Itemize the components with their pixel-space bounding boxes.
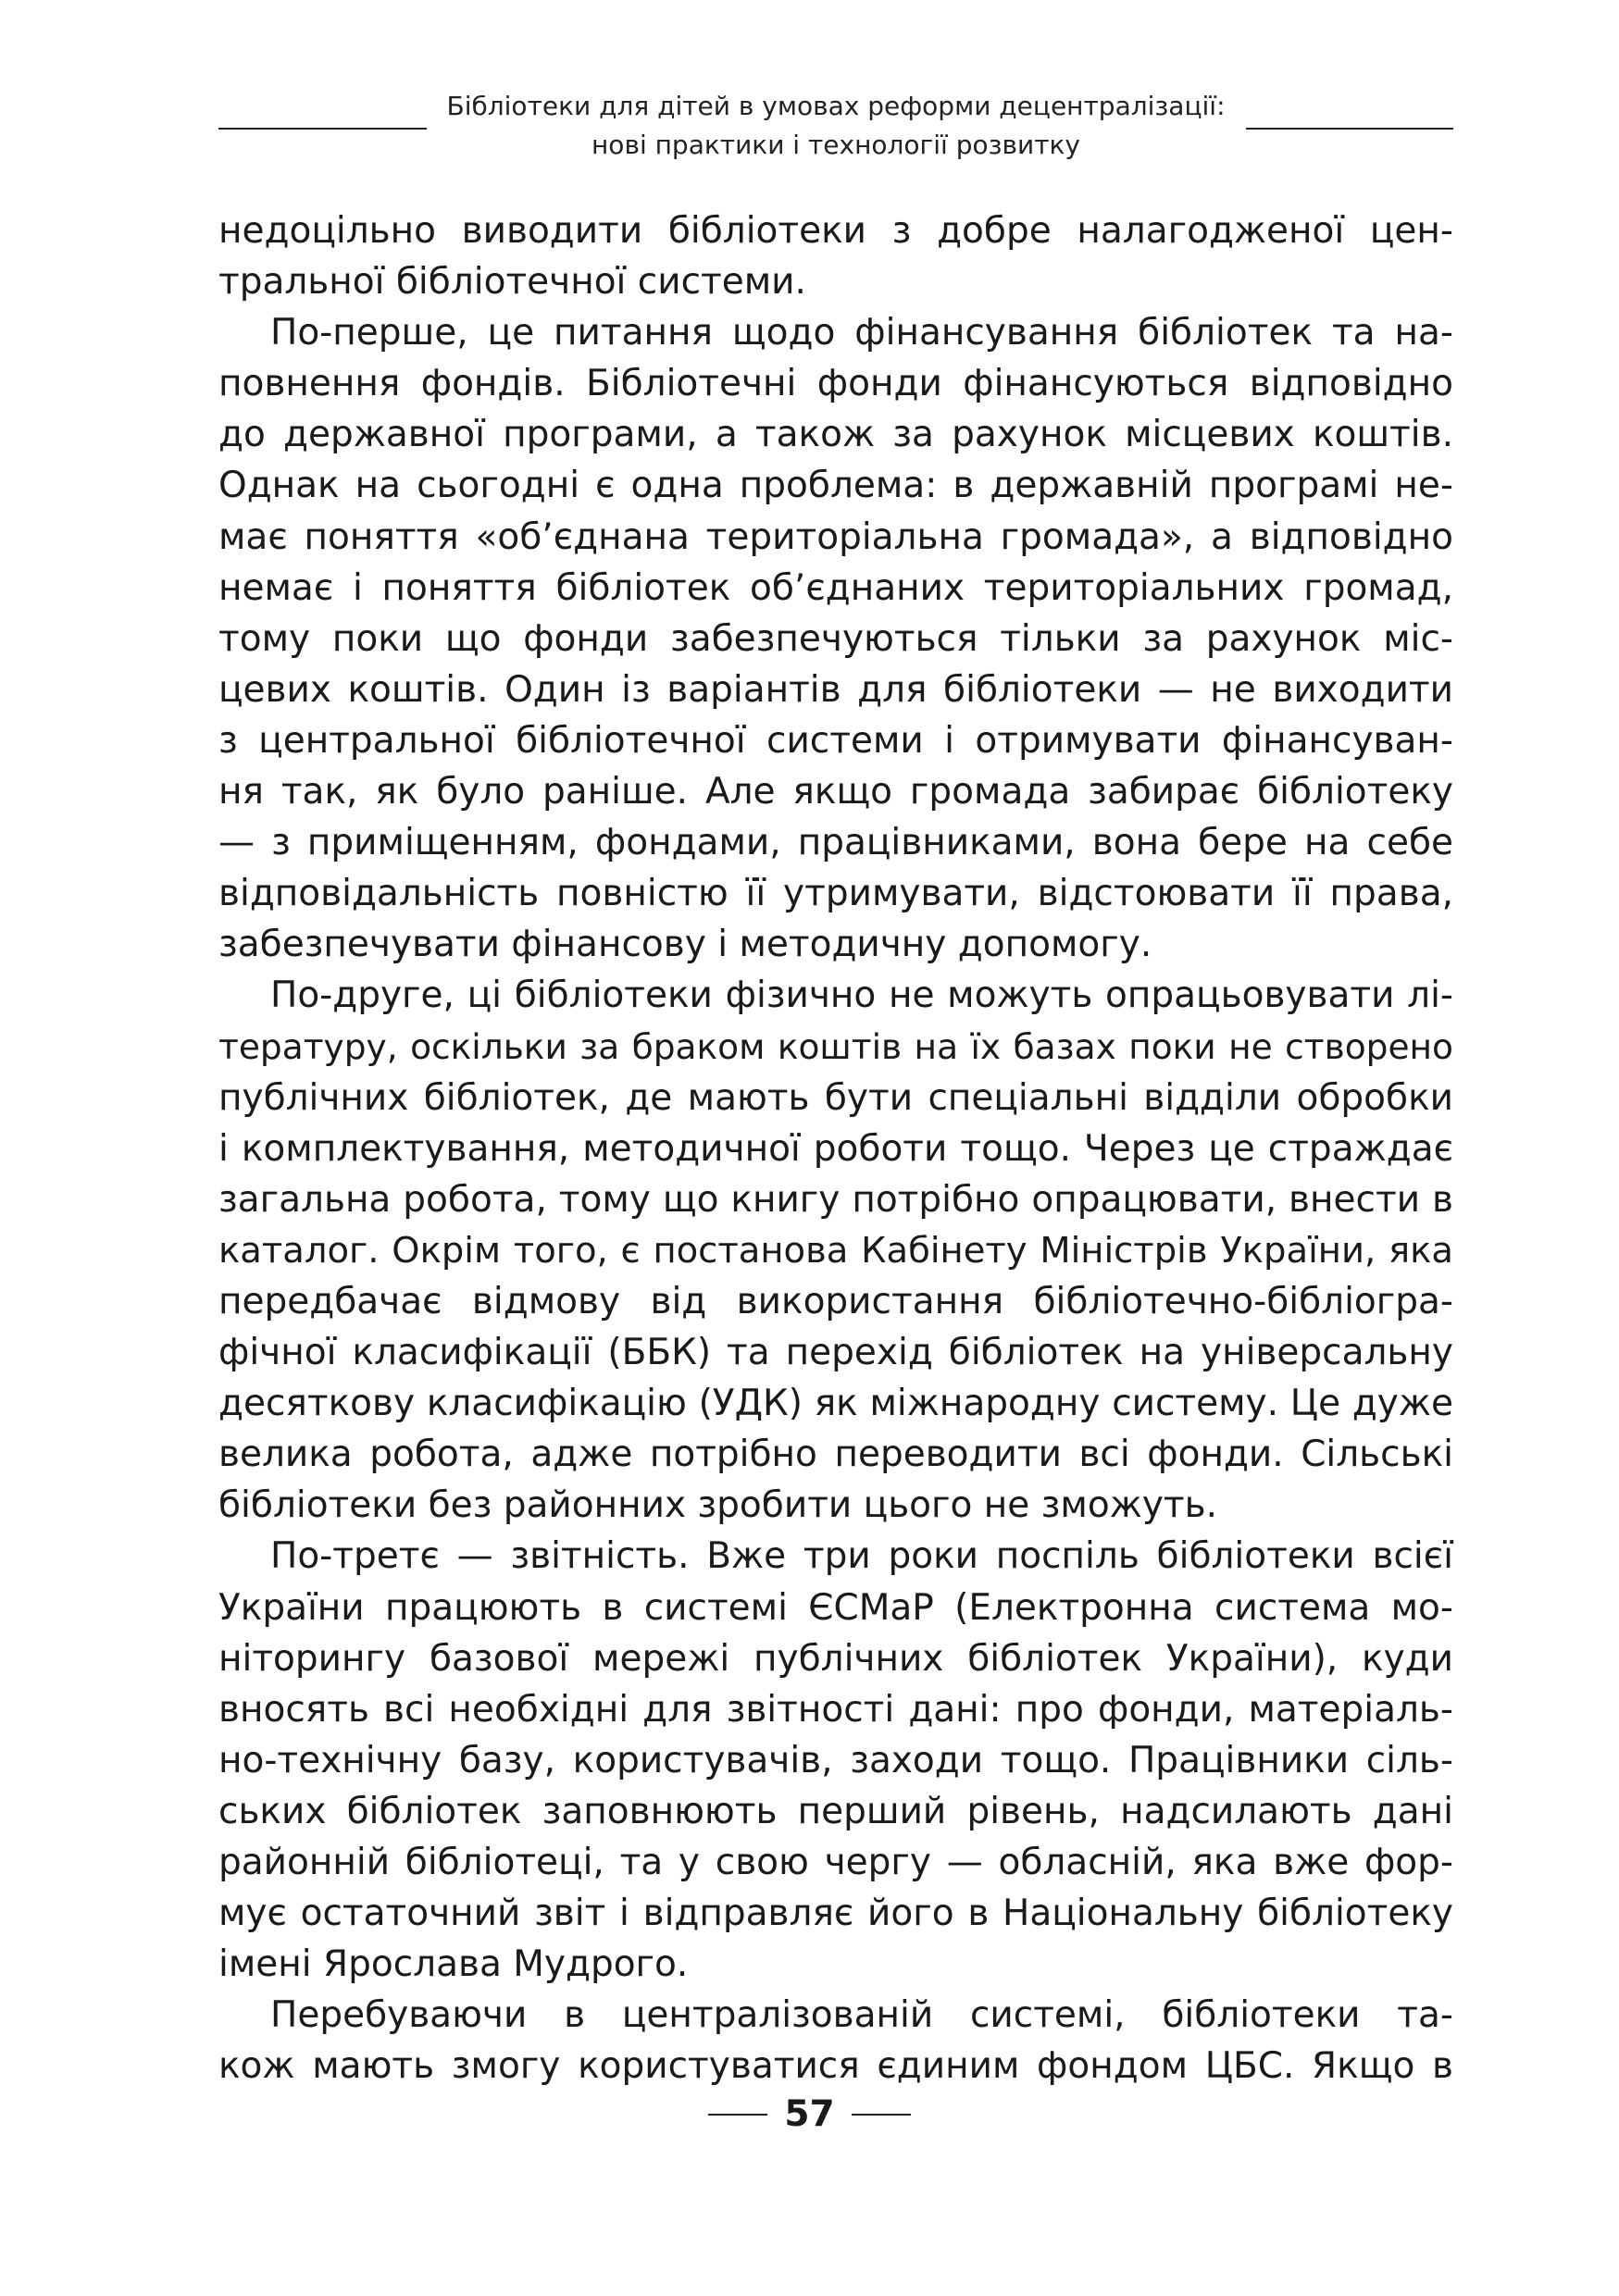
text-line: По-перше, це питання щодо фінансування бібліотек та на- bbox=[270, 312, 1453, 354]
header-rule-right bbox=[1246, 128, 1454, 130]
text-line: тературу, оскільки за браком коштів на їх базах поки не створено bbox=[218, 1025, 1453, 1067]
text-line: ня так, як було раніше. Але якщо громада забирає бібліотеку bbox=[218, 771, 1453, 813]
text-line: відповідальність повністю її утримувати, відстоювати її права, bbox=[218, 873, 1453, 915]
text-line: забезпечувати фінансову і методичну допомогу. bbox=[218, 924, 1152, 966]
footer-rule-left bbox=[708, 2114, 767, 2116]
text-line: і комплектування, методичної роботи тощо. Через це страждає bbox=[218, 1127, 1453, 1170]
text-line: кож мають змогу користуватися єдиним фондом ЦБС. Якщо в bbox=[218, 2045, 1453, 2088]
text-line: По-третє — звітність. Вже три роки поспіль бібліотеки всієї bbox=[270, 1535, 1453, 1578]
header-title-line-1: Бібліотеки для дітей в умовах реформи децентралізації: bbox=[446, 91, 1226, 121]
text-line: імені Ярослава Мудрого. bbox=[218, 1943, 689, 1986]
text-line: має поняття «об’єднана територіальна громада», а відповідно bbox=[218, 515, 1453, 558]
header-title bbox=[427, 87, 1246, 165]
text-line: загальна робота, тому що книгу потрібно опрацювати, внести в bbox=[218, 1178, 1453, 1221]
text-line: но-технічну базу, користувачів, заходи тощо. Працівники сіль- bbox=[218, 1739, 1453, 1781]
text-line: Перебуваючи в централізованій системі, бібліотеки та- bbox=[270, 1994, 1453, 2037]
text-line: — з приміщенням, фондами, працівниками, вона бере на себе bbox=[218, 822, 1453, 864]
text-line: України працюють в системі ЄСМаР (Електронна система мо- bbox=[218, 1586, 1453, 1629]
footer-rule-right bbox=[852, 2114, 911, 2116]
text-line: районній бібліотеці, та у свою чергу — обласній, яка вже фор- bbox=[218, 1842, 1453, 1883]
text-line: фічної класифікації (ББК) та перехід бібліотек на універсальну bbox=[218, 1332, 1453, 1374]
page-number: 57 bbox=[784, 2093, 835, 2135]
text-line: ніторингу базової мережі публічних бібліотек України), куди bbox=[218, 1637, 1453, 1680]
text-line: тральної бібліотечної системи. bbox=[218, 261, 806, 304]
text-line: ських бібліотек заповнюють перший рівень, надсилають дані bbox=[218, 1790, 1453, 1832]
text-line: каталог. Окрім того, є постанова Кабінету Міністрів України, яка bbox=[218, 1229, 1453, 1272]
text-line: передбачає відмову від використання бібліотечно-бібліогра- bbox=[218, 1280, 1453, 1322]
text-line: цевих коштів. Один із варіантів для бібліотеки — не виходити bbox=[218, 668, 1453, 711]
text-line: немає і поняття бібліотек об’єднаних територіальних громад, bbox=[218, 566, 1453, 609]
text-line: тому поки що фонди забезпечуються тільки за рахунок міс- bbox=[218, 617, 1453, 660]
text-line: з центральної бібліотечної системи і отримувати фінансуван- bbox=[218, 719, 1453, 762]
text-line: до державної програми, а також за рахунок місцевих коштів. bbox=[218, 414, 1453, 456]
header-rule-left bbox=[218, 128, 427, 130]
text-line: десяткову класифікацію (УДК) як міжнародну систему. Це дуже bbox=[218, 1383, 1453, 1425]
text-line: недоцільно виводити бібліотеки з добре налагодженої цен- bbox=[218, 210, 1453, 252]
text-line: Однак на сьогодні є одна проблема: в державній програмі не- bbox=[218, 465, 1453, 507]
running-header bbox=[218, 87, 1453, 165]
text-line: велика робота, адже потрібно переводити всі фонди. Сільські bbox=[218, 1433, 1453, 1476]
text-line: повнення фондів. Бібліотечні фонди фінансуються відповідно bbox=[218, 363, 1453, 405]
text-line: вносять всі необхідні для звітності дані: про фонди, матеріаль- bbox=[218, 1688, 1453, 1731]
page-footer bbox=[0, 2093, 1619, 2135]
header-title-line-2: нові практики і технології розвитку bbox=[592, 130, 1080, 160]
text-line: публічних бібліотек, де мають бути спеціальні відділи обробки bbox=[218, 1076, 1453, 1119]
body-text bbox=[218, 205, 1453, 2091]
text-line: По-друге, ці бібліотеки фізично не можуть опрацьовувати лі- bbox=[270, 974, 1453, 1017]
text-line: бібліотеки без районних зробити цього не зможуть. bbox=[218, 1484, 1218, 1527]
text-line: мує остаточний звіт і відправляє його в Національну бібліотеку bbox=[218, 1893, 1453, 1935]
